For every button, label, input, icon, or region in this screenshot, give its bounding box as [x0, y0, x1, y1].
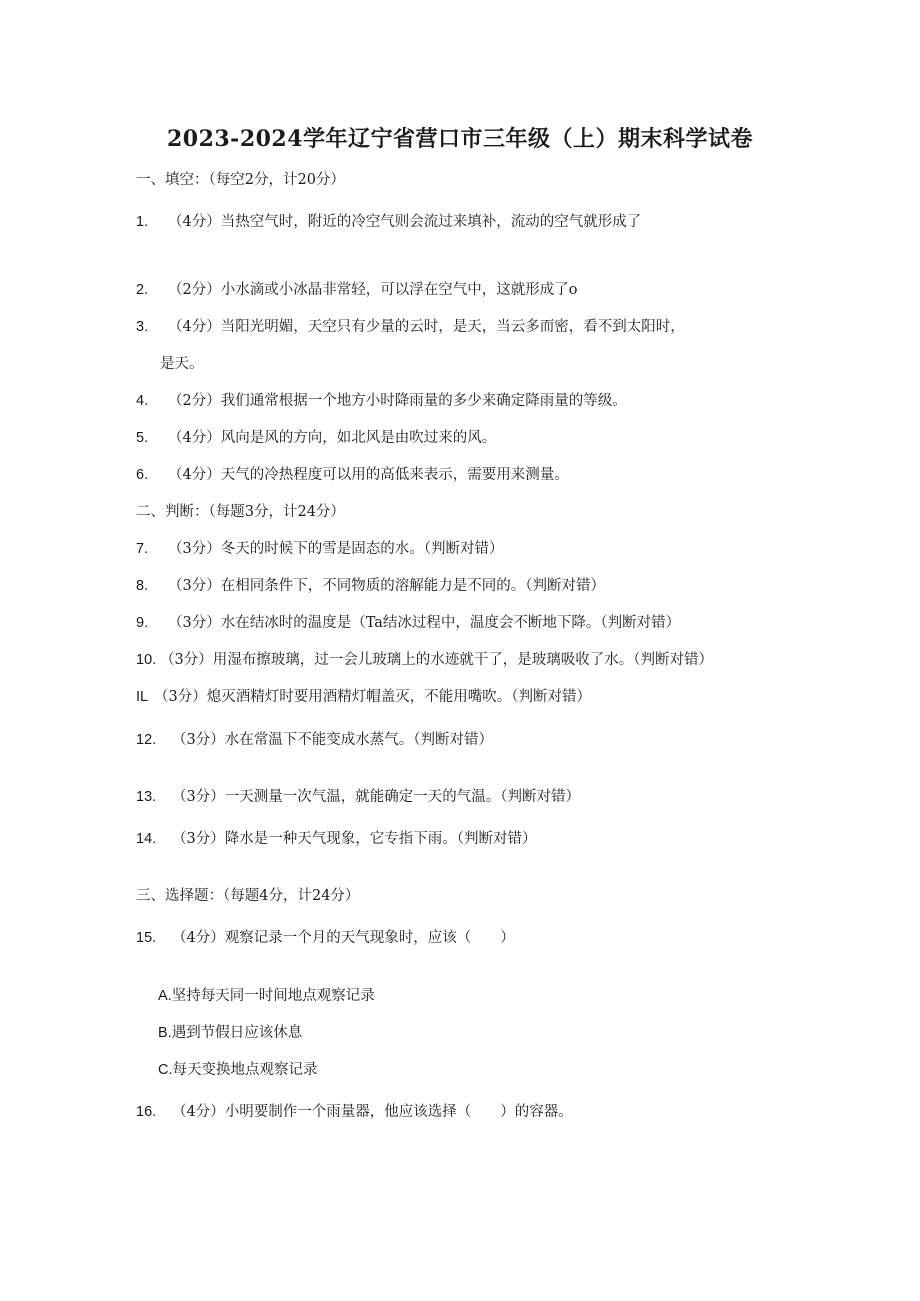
page-title: 2023-2024学年辽宁省营口市三年级（上）期末科学试卷: [166, 126, 754, 152]
question-text: （2分）我们通常根据一个地方小时降雨量的多少来确定降雨量的等级。: [168, 393, 627, 409]
question-number: 7.: [136, 541, 149, 557]
question-number: 8.: [136, 578, 149, 594]
question-number: 15.: [136, 930, 157, 946]
question-number: 2.: [136, 282, 149, 298]
question-text: （3分）水在结冰时的温度是（Ta结冰过程中，温度会不断地下降。（判断对错）: [168, 615, 681, 631]
option-a[interactable]: [158, 986, 375, 1006]
section-heading-choice: 三、选择题：（每题4分，计24分）: [136, 888, 360, 904]
option-letter: A.: [158, 988, 172, 1004]
question-14: [136, 829, 536, 849]
question-3-continuation: 是天。: [160, 356, 204, 372]
option-text: 坚持每天同一时间地点观察记录: [171, 988, 375, 1004]
question-10: [136, 650, 713, 670]
question-text: （3分）在相同条件下，不同物质的溶解能力是不同的。（判断对错）: [168, 578, 605, 594]
question-text: （3分）熄灭酒精灯时要用酒精灯帽盖灭，不能用嘴吹。（判断对错）: [154, 689, 591, 705]
question-13: [136, 787, 580, 807]
question-6: [136, 465, 569, 485]
question-text: （4分）观察记录一个月的天气现象时，应该（ ）: [172, 930, 515, 946]
question-text: （3分）水在常温下不能变成水蒸气。（判断对错）: [172, 732, 493, 748]
question-text: （4分）当热空气时，附近的冷空气则会流过来填补，流动的空气就形成了: [168, 214, 642, 230]
section-heading-fill-blank: 一、填空：（每空2分，计20分）: [136, 172, 345, 188]
question-number: 10.: [136, 652, 157, 668]
question-text: （4分）当阳光明媚，天空只有少量的云时，是天，当云多而密，看不到太阳时，: [168, 319, 685, 335]
question-text: （3分）一天测量一次气温，就能确定一天的气温。（判断对错）: [172, 789, 580, 805]
question-number: 16.: [136, 1104, 157, 1120]
option-text: 遇到节假日应该休息: [171, 1025, 303, 1041]
option-text: 每天变换地点观察记录: [172, 1062, 318, 1078]
question-number: IL: [136, 689, 149, 705]
question-number: 6.: [136, 467, 149, 483]
question-2: [136, 280, 577, 300]
question-number: 4.: [136, 393, 149, 409]
option-letter: C.: [158, 1062, 173, 1078]
question-text: （4分）风向是风的方向，如北风是由吹过来的风。: [168, 430, 497, 446]
question-15: [136, 928, 515, 948]
question-5: [136, 428, 496, 448]
question-12: [136, 730, 493, 750]
question-4: [136, 391, 627, 411]
question-text: （3分）降水是一种天气现象，它专指下雨。（判断对错）: [172, 831, 537, 847]
question-text: （4分）小明要制作一个雨量器，他应该选择（ ）的容器。: [172, 1104, 573, 1120]
question-number: 13.: [136, 789, 157, 805]
question-text: （3分）冬天的时候下的雪是固态的水。（判断对错）: [168, 541, 504, 557]
question-text: （3分）用湿布擦玻璃，过一会儿玻璃上的水迹就干了，是玻璃吸收了水。（判断对错）: [160, 652, 713, 668]
question-7: [136, 539, 503, 559]
question-11: [136, 687, 591, 707]
section-heading-judgement: 二、判断：（每题3分，计24分）: [136, 504, 345, 520]
question-number: 1.: [136, 214, 149, 230]
option-letter: B.: [158, 1025, 172, 1041]
question-number: 9.: [136, 615, 149, 631]
question-text: （2分）小水滴或小冰晶非常轻，可以浮在空气中，这就形成了o: [168, 282, 578, 298]
question-9: [136, 613, 680, 633]
question-8: [136, 576, 605, 596]
question-text: （4分）天气的冷热程度可以用的高低来表示，需要用来测量。: [168, 467, 569, 483]
question-16: [136, 1102, 573, 1122]
question-number: 3.: [136, 319, 149, 335]
question-number: 12.: [136, 732, 157, 748]
question-1: [136, 212, 641, 232]
question-number: 5.: [136, 430, 149, 446]
question-number: 14.: [136, 831, 157, 847]
question-3: [136, 317, 685, 337]
option-b[interactable]: [158, 1023, 302, 1043]
option-c[interactable]: [158, 1060, 318, 1080]
